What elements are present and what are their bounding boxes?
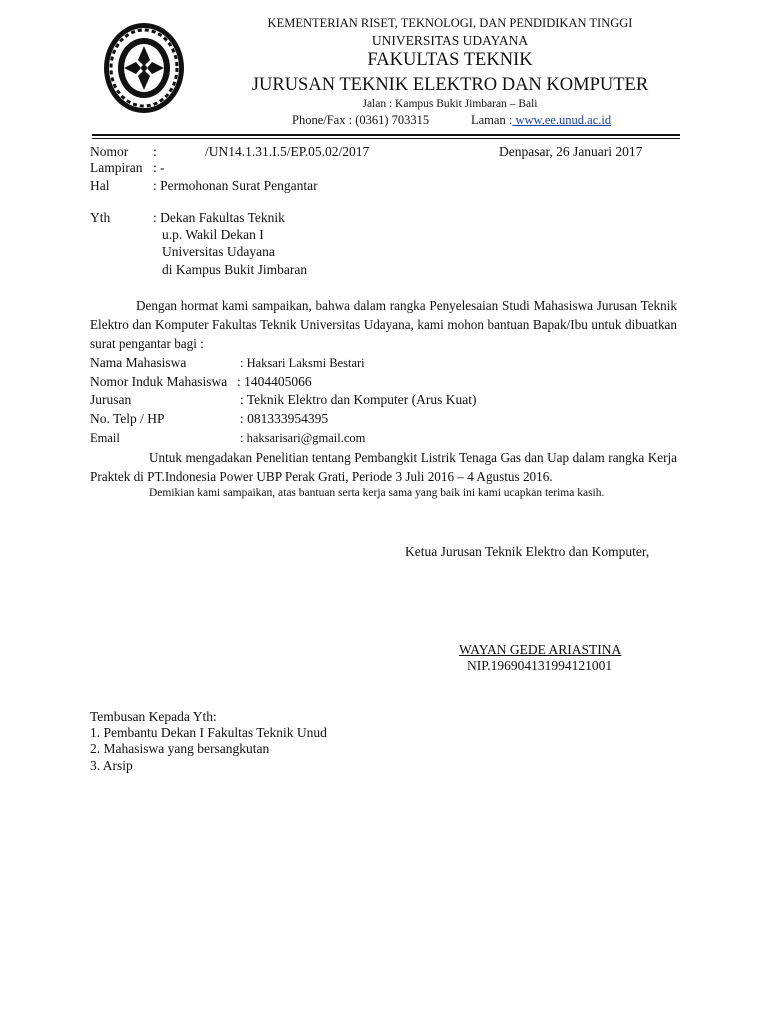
recipient-line: u.p. Wakil Dekan I: [162, 227, 264, 242]
cc-heading: Tembusan Kepada Yth:: [90, 709, 217, 724]
header-rule-thin: [92, 138, 680, 139]
lampiran-label: Lampiran: [90, 160, 143, 175]
signature-title: Ketua Jurusan Teknik Elektro dan Komputer,: [405, 544, 650, 559]
web-label: Laman :: [471, 113, 513, 127]
cc-item: 3. Arsip: [90, 758, 133, 773]
signatory-name: WAYAN GEDE ARIASTINA: [459, 642, 622, 657]
field-value: : 1404405066: [237, 374, 312, 389]
field-value: : Haksari Laksmi Bestari: [240, 356, 365, 370]
closing-text: Demikian kami sampaikan, atas bantuan serta kerja sama yang baik ini kami ucapkan terima kasih.: [149, 487, 605, 499]
recipient-line: : Dekan Fakultas Teknik: [153, 210, 285, 225]
cc-item: 2. Mahasiswa yang bersangkutan: [90, 741, 270, 756]
nomor-value: /UN14.1.31.I.5/EP.05.02/2017: [205, 144, 370, 159]
intro-paragraph: Dengan hormat kami sampaikan, bahwa dalam rangka Penyelesaian Studi Mahasiswa Jurusan Teknik Elektro dan Komputer Fakultas Teknik Universitas Udayana, kami mohon bantuan Bapak/Ibu untuk dibuatkan surat pengantar bagi :: [90, 298, 677, 351]
purpose-paragraph: Untuk mengadakan Penelitian tentang Pembangkit Listrik Tenaga Gas dan Uap dalam rangka Kerja Praktek di PT.Indonesia Power UBP Perak Grati, Periode 3 Juli 2016 – 4 Agustus 2016.: [90, 450, 677, 484]
nomor-label: Nomor: [90, 144, 129, 159]
recipient-line: di Kampus Bukit Jimbaran: [162, 262, 308, 277]
university-name: UNIVERSITAS UDAYANA: [371, 33, 529, 48]
field-value: : 081333954395: [240, 411, 329, 426]
university-logo: [103, 22, 185, 114]
web-link[interactable]: www.ee.unud.ac.id: [512, 113, 612, 127]
field-label: No. Telp / HP: [90, 411, 165, 426]
signatory-nip: NIP.196904131994121001: [467, 658, 613, 673]
web-field: [471, 113, 611, 128]
cc-item: 1. Pembantu Dekan I Fakultas Teknik Unud: [90, 725, 327, 740]
department-name: JURUSAN TEKNIK ELEKTRO DAN KOMPUTER: [251, 75, 649, 95]
phone: Phone/Fax : (0361) 703315: [292, 113, 430, 127]
hal-label: Hal: [90, 178, 110, 193]
address: Jalan : Kampus Bukit Jimbaran – Bali: [362, 98, 538, 110]
field-value: : Teknik Elektro dan Komputer (Arus Kuat): [240, 392, 477, 407]
lampiran-value: : -: [153, 160, 165, 175]
faculty-name: FAKULTAS TEKNIK: [367, 50, 533, 70]
header-rule: [92, 134, 680, 136]
ministry-name: KEMENTERIAN RISET, TEKNOLOGI, DAN PENDIDIKAN TINGGI: [267, 16, 633, 30]
nomor-colon: :: [153, 144, 157, 159]
recipient-line: Universitas Udayana: [162, 244, 275, 259]
field-label: Nama Mahasiswa: [90, 355, 187, 370]
recipient-label: Yth: [90, 210, 111, 225]
field-label: Email: [90, 431, 120, 445]
field-label: Jurusan: [90, 392, 132, 407]
hal-value: : Permohonan Surat Pengantar: [153, 178, 318, 193]
field-label: Nomor Induk Mahasiswa: [90, 374, 228, 389]
letter-date: Denpasar, 26 Januari 2017: [499, 144, 643, 159]
field-value: : haksarisari@gmail.com: [240, 431, 366, 445]
